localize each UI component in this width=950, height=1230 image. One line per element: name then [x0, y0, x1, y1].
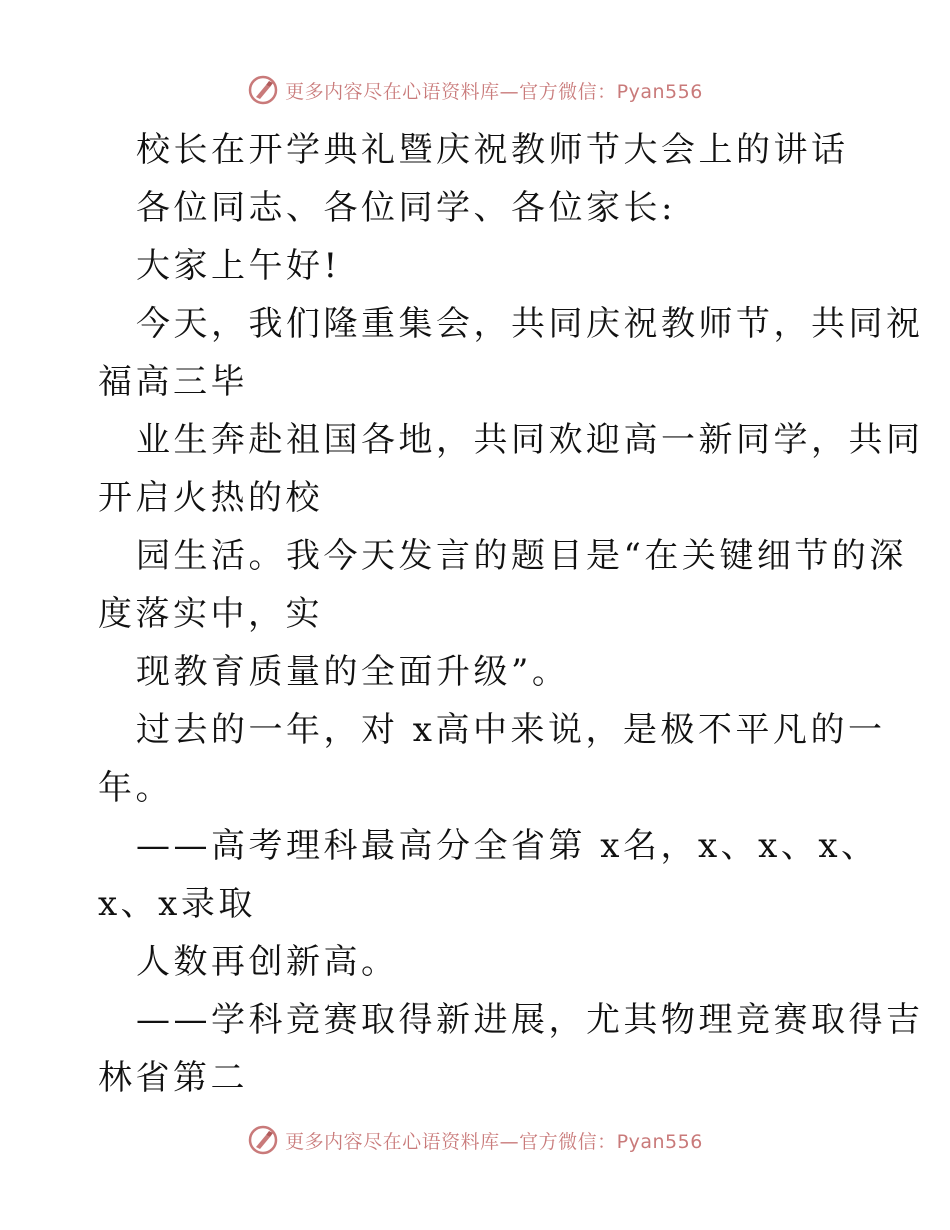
paragraph-line: 林省第二: [98, 1058, 248, 1098]
watermark-text: 更多内容尽在心语资料库—官方微信：Pyan556: [285, 1130, 703, 1153]
paragraph-line: 开启火热的校: [98, 478, 323, 518]
header-watermark: [0, 70, 950, 110]
paragraph-line: 年。: [98, 768, 173, 808]
paragraph-line: x、x录取: [98, 884, 256, 924]
pen-nib-icon: [247, 1124, 279, 1156]
paragraph-line: 园生活。我今天发言的题目是“在关键细节的深: [136, 536, 907, 576]
salutation: 各位同志、各位同学、各位家长:: [136, 188, 676, 228]
paragraph-line: 度落实中，实: [98, 594, 323, 634]
document-title: 校长在开学典礼暨庆祝教师节大会上的讲话: [136, 130, 849, 170]
pen-nib-icon: [247, 74, 279, 106]
paragraph-line: 今天，我们隆重集会，共同庆祝教师节，共同祝: [136, 304, 924, 344]
paragraph-line: 现教育质量的全面升级”。: [136, 652, 570, 692]
paragraph-line: ——高考理科最高分全省第 x名，x、x、x、: [136, 826, 879, 866]
footer-watermark: [0, 1120, 950, 1160]
paragraph-line: ——学科竞赛取得新进展，尤其物理竞赛取得吉: [136, 1000, 924, 1040]
paragraph-line: 业生奔赴祖国各地，共同欢迎高一新同学，共同: [136, 420, 924, 460]
paragraph-line: 人数再创新高。: [136, 942, 399, 982]
greeting: 大家上午好!: [136, 246, 341, 286]
paragraph-line: 过去的一年，对 x高中来说，是极不平凡的一: [136, 710, 886, 750]
watermark-text: 更多内容尽在心语资料库—官方微信：Pyan556: [285, 80, 703, 103]
paragraph-line: 福高三毕: [98, 362, 248, 402]
